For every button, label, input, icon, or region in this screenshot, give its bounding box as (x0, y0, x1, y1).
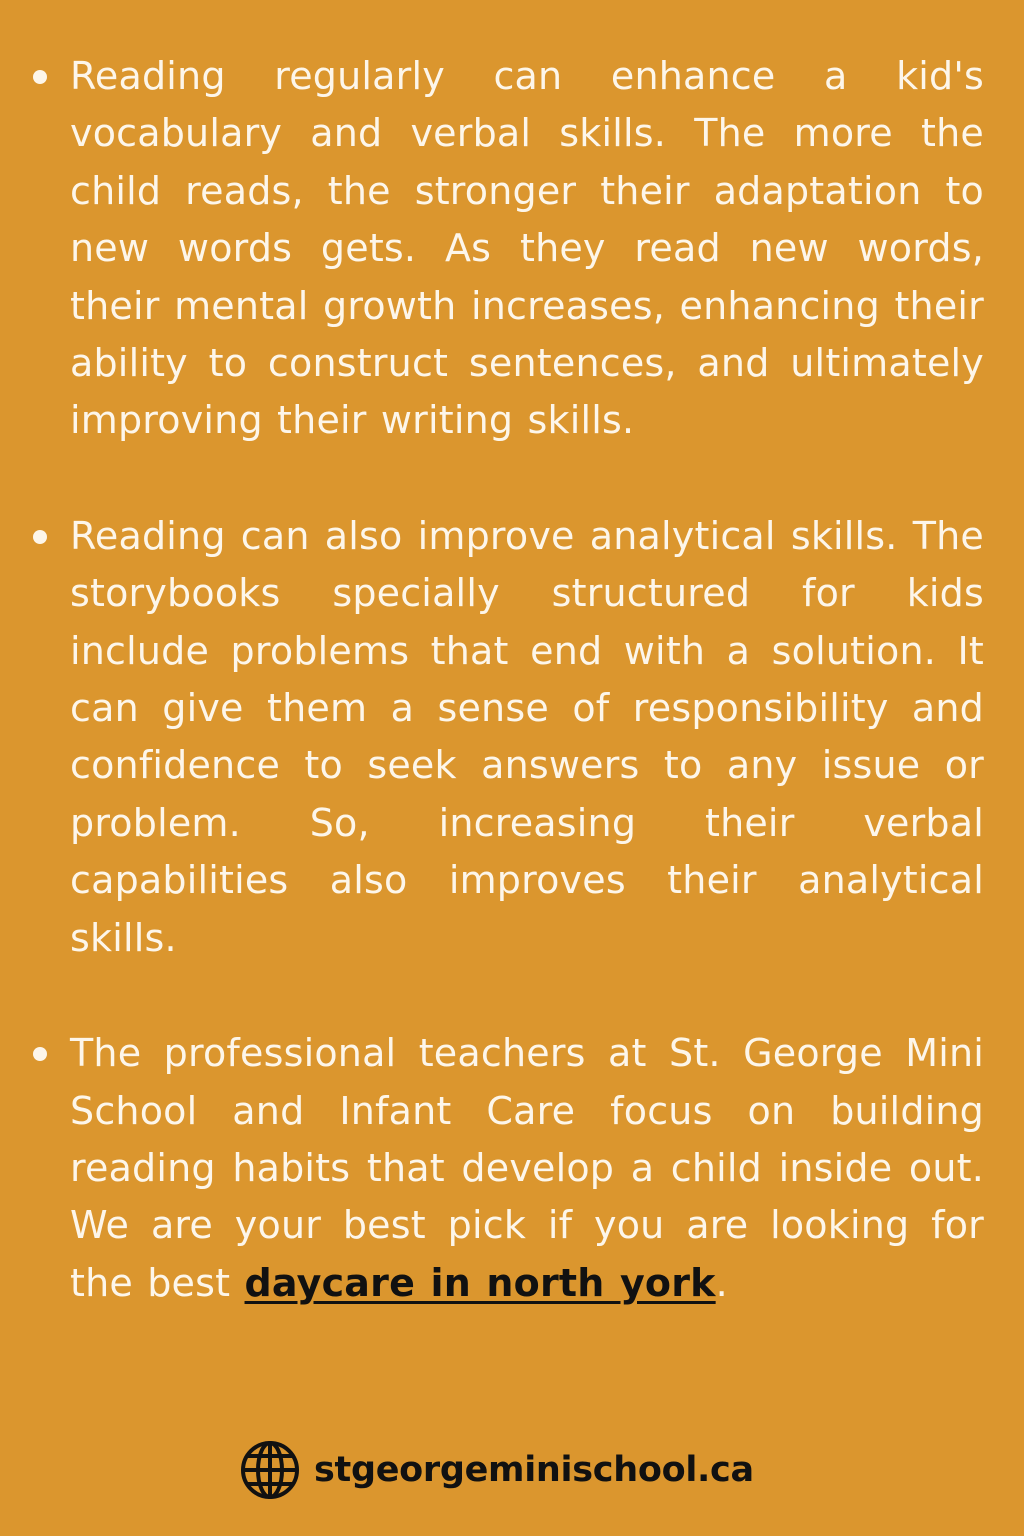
globe-icon (240, 1440, 300, 1500)
daycare-link[interactable]: daycare in north york (244, 1260, 716, 1305)
footer (240, 1440, 754, 1500)
bullet-text: Reading regularly can enhance a kid's vocabulary and verbal skills. The more the child reads, the stronger their adaptation to new words gets. As they read new words, their mental growth increases, enhancing their ability to construct sentences, and ultimately improving their writing skills. (70, 54, 984, 443)
bullet-text: Reading can also improve analytical skills. The storybooks specially structured for kids include problems that end with a solution. It can give them a sense of responsibility and confidence to seek answers to any issue or problem. So, increasing their verbal capabilities also improves their analytical skills. (70, 513, 984, 960)
bullet-dot (33, 1047, 47, 1061)
bullet-text: The professional teachers at St. George Mini School and Infant Care focus on building reading habits that develop a child inside out. We are your best pick if you are looking for the best (70, 1031, 984, 1305)
bullet-item-school (70, 1025, 984, 1312)
website-url[interactable]: stgeorgeminischool.ca (314, 1450, 754, 1490)
article-content (70, 48, 984, 1312)
bullet-dot (33, 70, 47, 84)
bullet-text-end: . (715, 1260, 728, 1305)
bullet-dot (33, 530, 47, 544)
bullet-item-vocabulary (70, 48, 984, 450)
bullet-item-analytical (70, 508, 984, 967)
